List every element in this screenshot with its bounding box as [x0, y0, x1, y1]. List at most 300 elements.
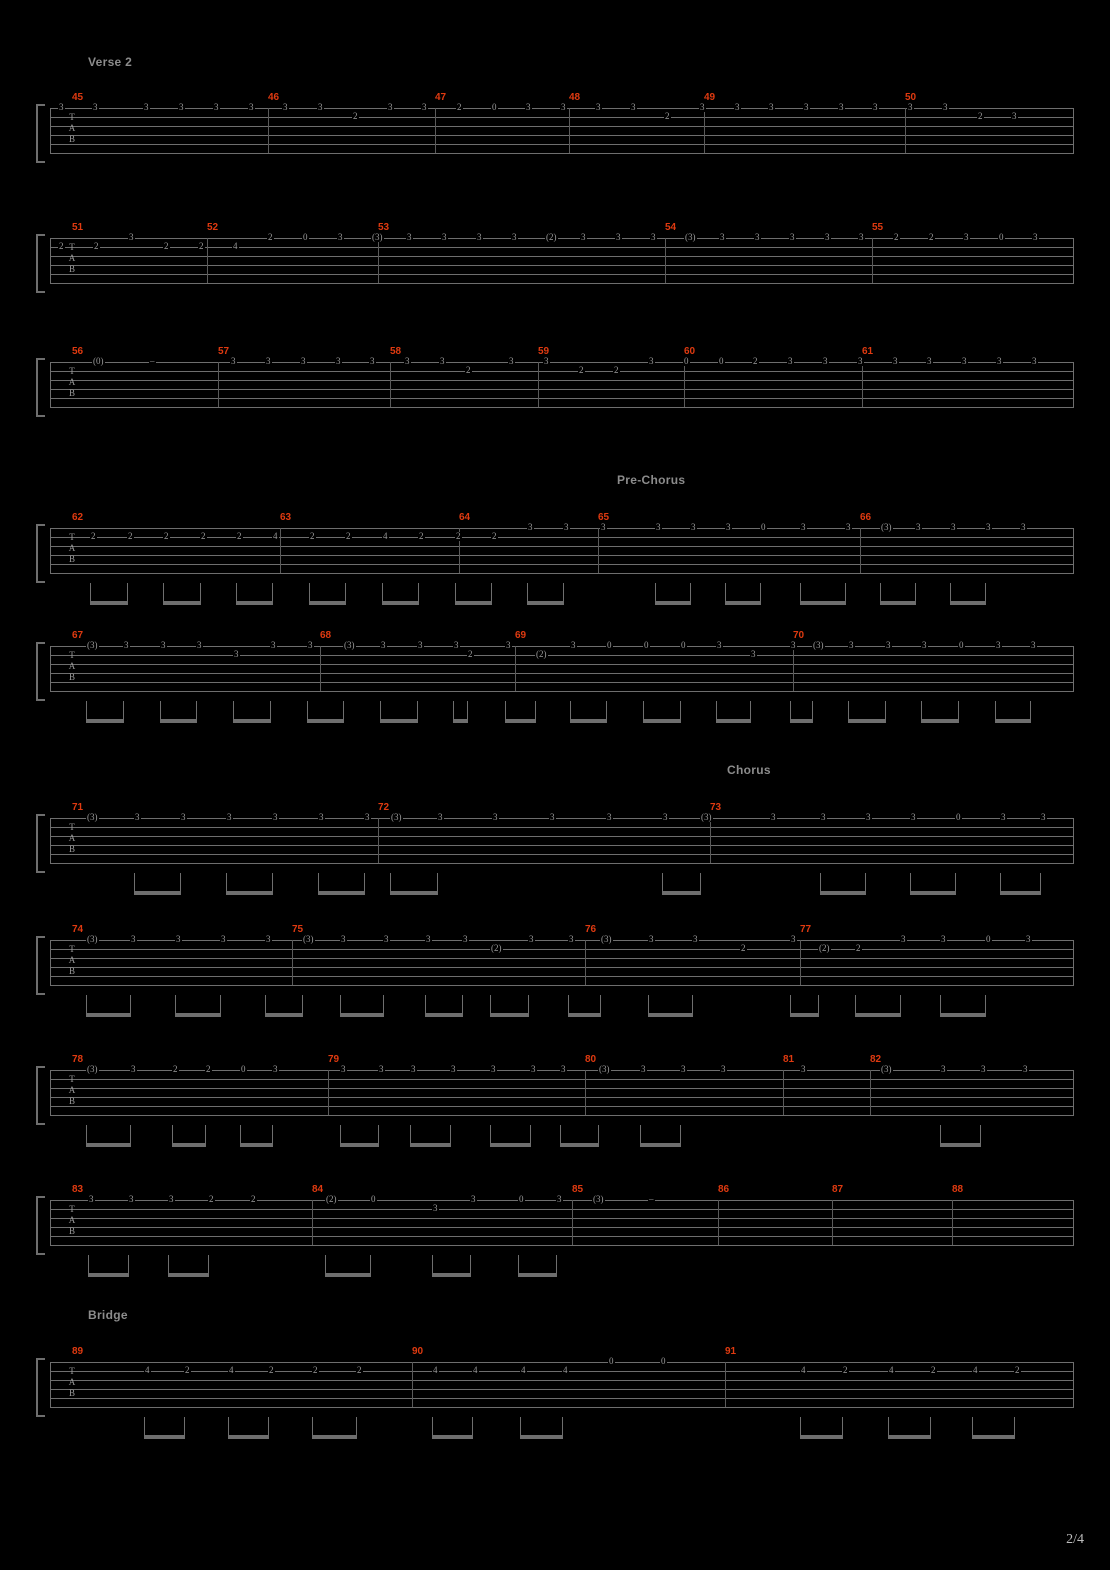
stem	[760, 583, 761, 605]
fret-number: 0	[241, 1064, 246, 1074]
stem	[462, 995, 463, 1017]
stem	[570, 701, 571, 723]
beam	[340, 1143, 378, 1147]
stem	[692, 995, 693, 1017]
stem	[240, 1125, 241, 1147]
barline	[665, 238, 666, 283]
stem	[184, 1417, 185, 1439]
fret-number: 2	[457, 102, 462, 112]
fret-number: 3	[529, 934, 534, 944]
measure-number: 55	[872, 222, 884, 233]
fret-number: 3	[93, 102, 98, 112]
barline	[50, 1070, 51, 1115]
fret-number: 3	[1021, 522, 1026, 532]
beam	[380, 719, 417, 723]
fret-number: 3	[641, 1064, 646, 1074]
fret-number: 2	[456, 531, 461, 541]
stem	[972, 1417, 973, 1439]
fret-number: 2	[929, 232, 934, 242]
staff-line	[50, 682, 1074, 683]
fret-number: 2	[268, 232, 273, 242]
fret-number: 2	[492, 531, 497, 541]
beam	[453, 719, 467, 723]
fret-number: 4	[145, 1365, 150, 1375]
beam	[570, 719, 606, 723]
stem	[175, 995, 176, 1017]
fret-number: 3	[161, 640, 166, 650]
beam	[643, 719, 680, 723]
staff-line	[50, 655, 1074, 656]
fret-number: 2	[931, 1365, 936, 1375]
barline	[585, 1070, 586, 1115]
fret-number: 0	[684, 356, 689, 366]
measure-number: 71	[72, 802, 84, 813]
fret-number: 2	[346, 531, 351, 541]
measure-number: 74	[72, 924, 84, 935]
fret-number: 4	[521, 1365, 526, 1375]
fret-number: 2	[199, 241, 204, 251]
beam	[490, 1013, 528, 1017]
fret-number: 2	[468, 649, 473, 659]
barline	[50, 1200, 51, 1245]
fret-number: 3	[214, 102, 219, 112]
beam	[233, 719, 270, 723]
stem	[437, 873, 438, 895]
stem	[205, 1125, 206, 1147]
stem	[490, 1125, 491, 1147]
measure-number: 80	[585, 1054, 597, 1065]
fret-number: 3	[755, 232, 760, 242]
measure-number: 49	[704, 92, 716, 103]
stem	[855, 995, 856, 1017]
barline	[704, 108, 705, 153]
fret-number: 2	[753, 356, 758, 366]
system-bracket	[36, 104, 45, 163]
fret-number: 2	[185, 1365, 190, 1375]
staff	[50, 356, 1074, 407]
stem	[1014, 1417, 1015, 1439]
stem	[340, 995, 341, 1017]
fret-number: 4	[383, 531, 388, 541]
staff-line	[50, 673, 1074, 674]
fret-number: 3	[491, 1064, 496, 1074]
staff-line	[50, 1218, 1074, 1219]
staff-line	[50, 1106, 1074, 1107]
fret-number: 3	[463, 934, 468, 944]
section-label-verse-2: Verse 2	[88, 55, 133, 69]
staff-line	[50, 546, 1074, 547]
stem	[800, 1417, 801, 1439]
staff-line	[50, 845, 1074, 846]
stem	[418, 583, 419, 605]
beam	[307, 719, 343, 723]
beam	[382, 601, 418, 605]
fret-number: 3	[825, 232, 830, 242]
fret-number: 3	[365, 812, 370, 822]
beam	[265, 1013, 302, 1017]
stem	[655, 583, 656, 605]
measure-number: 78	[72, 1054, 84, 1065]
measure-number: 90	[412, 1346, 424, 1357]
measure-number: 61	[862, 346, 874, 357]
stem	[640, 1125, 641, 1147]
stem	[845, 583, 846, 605]
stem	[940, 1125, 941, 1147]
fret-number: 3	[986, 522, 991, 532]
stem	[690, 583, 691, 605]
fret-number: 3	[569, 934, 574, 944]
fret-number: 2	[173, 1064, 178, 1074]
beam	[432, 1435, 472, 1439]
fret-number: 2	[894, 232, 899, 242]
staff	[50, 522, 1074, 573]
stem	[530, 1125, 531, 1147]
fret-number: 2	[614, 365, 619, 375]
beam	[1000, 891, 1040, 895]
beam	[655, 601, 690, 605]
stem	[455, 583, 456, 605]
stem	[356, 1417, 357, 1439]
fret-number: 3	[771, 812, 776, 822]
stem	[921, 701, 922, 723]
fret-number: 2	[313, 1365, 318, 1375]
fret-number: 3	[1026, 934, 1031, 944]
staff	[50, 934, 1074, 985]
stem	[160, 701, 161, 723]
fret-number: (3)	[599, 1064, 610, 1074]
fret-number: 3	[384, 934, 389, 944]
staff-line	[50, 940, 1074, 941]
staff-line	[50, 1097, 1074, 1098]
stem	[432, 1417, 433, 1439]
beam	[921, 719, 958, 723]
fret-number: 3	[1032, 356, 1037, 366]
staff-line	[50, 555, 1074, 556]
stem	[318, 873, 319, 895]
stem	[1000, 873, 1001, 895]
fret-number: 3	[477, 232, 482, 242]
stem	[470, 1255, 471, 1277]
fret-number: 3	[873, 102, 878, 112]
stem	[127, 583, 128, 605]
barline	[1073, 238, 1074, 283]
fret-number: 3	[927, 356, 932, 366]
fret-number: 3	[801, 1064, 806, 1074]
fret-number: 3	[693, 934, 698, 944]
fret-number: 3	[550, 812, 555, 822]
barline	[1073, 818, 1074, 863]
stem	[662, 873, 663, 895]
system-bracket	[36, 1196, 45, 1255]
fret-number: 3	[1041, 812, 1046, 822]
stem	[272, 583, 273, 605]
fret-number: 3	[442, 232, 447, 242]
beam	[86, 719, 123, 723]
stem	[750, 701, 751, 723]
fret-number: 3	[997, 356, 1002, 366]
fret-number: 2	[357, 1365, 362, 1375]
fret-number: 2	[466, 365, 471, 375]
fret-number: 3	[804, 102, 809, 112]
beam	[800, 1435, 842, 1439]
staff-line	[50, 664, 1074, 665]
measure-number: 86	[718, 1184, 730, 1195]
measure-number: 84	[312, 1184, 324, 1195]
barline	[50, 818, 51, 863]
fret-number: (3)	[87, 934, 98, 944]
stem	[432, 1255, 433, 1277]
fret-number: 3	[131, 1064, 136, 1074]
fret-number: 4	[973, 1365, 978, 1375]
fret-number: 3	[370, 356, 375, 366]
stem	[880, 583, 881, 605]
beam	[432, 1273, 470, 1277]
fret-number: 3	[791, 934, 796, 944]
staff-line	[50, 126, 1074, 127]
fret-number: 3	[821, 812, 826, 822]
staff-line	[50, 1389, 1074, 1390]
barline	[569, 108, 570, 153]
fret-number: 3	[922, 640, 927, 650]
beam	[88, 1273, 128, 1277]
fret-number: 3	[283, 102, 288, 112]
fret-number: 3	[1012, 111, 1017, 121]
fret-number: 3	[234, 649, 239, 659]
stem	[128, 1255, 129, 1277]
stem	[345, 583, 346, 605]
fret-number: 3	[422, 102, 427, 112]
barline	[832, 1200, 833, 1245]
fret-number: 3	[266, 356, 271, 366]
stem	[144, 1417, 145, 1439]
fret-number: 3	[388, 102, 393, 112]
stem	[800, 583, 801, 605]
staff-line	[50, 1079, 1074, 1080]
stem	[312, 1417, 313, 1439]
fret-number: 3	[418, 640, 423, 650]
beam	[318, 891, 364, 895]
barline	[710, 818, 711, 863]
staff	[50, 1064, 1074, 1115]
fret-number: 0	[956, 812, 961, 822]
fret-number: 3	[769, 102, 774, 112]
system-bracket	[36, 1358, 45, 1417]
stem	[950, 583, 951, 605]
stem	[958, 701, 959, 723]
system-bracket	[36, 814, 45, 873]
measure-number: 70	[793, 630, 805, 641]
stem	[1030, 701, 1031, 723]
fret-number: 3	[271, 640, 276, 650]
fret-number: 3	[493, 812, 498, 822]
measure-number: 69	[515, 630, 527, 641]
measure-number: 62	[72, 512, 84, 523]
barline	[1073, 1200, 1074, 1245]
stem	[888, 1417, 889, 1439]
stem	[725, 583, 726, 605]
stem	[915, 583, 916, 605]
measure-number: 79	[328, 1054, 340, 1065]
stem	[172, 1125, 173, 1147]
beam	[240, 1143, 272, 1147]
fret-number: 3	[1031, 640, 1036, 650]
fret-number: 3	[943, 102, 948, 112]
staff-line	[50, 1115, 1074, 1116]
beam	[86, 1013, 130, 1017]
beam	[880, 601, 915, 605]
stem	[200, 583, 201, 605]
fret-number: 4	[801, 1365, 806, 1375]
fret-number: (3)	[701, 812, 712, 822]
beam	[340, 1013, 383, 1017]
staff-line	[50, 818, 1074, 819]
fret-number: 3	[531, 1064, 536, 1074]
tab-clef: T A B	[68, 650, 76, 682]
stem	[309, 583, 310, 605]
measure-number: 64	[459, 512, 471, 523]
measure-number: 48	[569, 92, 581, 103]
beam	[640, 1143, 680, 1147]
fret-number: 0	[999, 232, 1004, 242]
fret-number: 3	[916, 522, 921, 532]
tab-clef: T A B	[68, 822, 76, 854]
beam	[175, 1013, 220, 1017]
fret-number: 3	[451, 1064, 456, 1074]
staff-line	[50, 144, 1074, 145]
stem	[568, 995, 569, 1017]
stem	[528, 995, 529, 1017]
barline	[538, 362, 539, 407]
tab-clef: T A B	[68, 1366, 76, 1398]
measure-number: 88	[952, 1184, 964, 1195]
fret-number: (3)	[87, 812, 98, 822]
section-label-chorus: Chorus	[727, 763, 771, 777]
fret-number: 3	[720, 232, 725, 242]
staff-line	[50, 976, 1074, 977]
fret-number: 3	[823, 356, 828, 366]
fret-number: 3	[964, 232, 969, 242]
fret-number: 2	[59, 241, 64, 251]
fret-number: 3	[607, 812, 612, 822]
system-bracket	[36, 936, 45, 995]
staff-line	[50, 1407, 1074, 1408]
barline	[1073, 1362, 1074, 1407]
measure-number: 85	[572, 1184, 584, 1195]
staff-line	[50, 1236, 1074, 1237]
staff-line	[50, 283, 1074, 284]
beam	[309, 601, 345, 605]
fret-number: 3	[1033, 232, 1038, 242]
staff-line	[50, 380, 1074, 381]
fret-number: 3	[941, 934, 946, 944]
stem	[606, 701, 607, 723]
beam	[820, 891, 865, 895]
beam	[716, 719, 750, 723]
fret-number: 3	[751, 649, 756, 659]
stem	[563, 583, 564, 605]
staff-line	[50, 1362, 1074, 1363]
stem	[520, 1417, 521, 1439]
barline	[1073, 362, 1074, 407]
fret-number: 3	[649, 356, 654, 366]
stem	[86, 995, 87, 1017]
tab-clef: T A B	[68, 1204, 76, 1236]
barline	[872, 238, 873, 283]
beam	[648, 1013, 692, 1017]
staff-line	[50, 1380, 1074, 1381]
fret-number: 3	[735, 102, 740, 112]
fret-number: 3	[144, 102, 149, 112]
stem	[382, 583, 383, 605]
beam	[662, 891, 700, 895]
stem	[130, 1125, 131, 1147]
measure-number: 46	[268, 92, 280, 103]
measure-number: 54	[665, 222, 677, 233]
fret-number: 2	[741, 943, 746, 953]
fret-number: 3	[454, 640, 459, 650]
stem	[955, 873, 956, 895]
stem	[307, 701, 308, 723]
barline	[292, 940, 293, 985]
stem	[700, 873, 701, 895]
tab-clef: T A B	[68, 366, 76, 398]
staff	[50, 102, 1074, 153]
stem	[180, 873, 181, 895]
section-label-bridge: Bridge	[88, 1308, 128, 1322]
barline	[320, 646, 321, 691]
fret-number: 3	[561, 102, 566, 112]
measure-number: 47	[435, 92, 447, 103]
beam	[527, 601, 563, 605]
fret-number: 3	[509, 356, 514, 366]
staff-line	[50, 238, 1074, 239]
fret-number: 3	[571, 640, 576, 650]
stem	[535, 701, 536, 723]
fret-number: 3	[89, 1194, 94, 1204]
staff-line	[50, 256, 1074, 257]
fret-number: (3)	[593, 1194, 604, 1204]
fret-number: 4	[433, 1365, 438, 1375]
fret-number: 2	[94, 241, 99, 251]
measure-number: 63	[280, 512, 292, 523]
fret-number: 4	[233, 241, 238, 251]
beam	[325, 1273, 370, 1277]
stem	[88, 1255, 89, 1277]
barline	[50, 362, 51, 407]
fret-number: 3	[308, 640, 313, 650]
beam	[888, 1435, 930, 1439]
staff-line	[50, 564, 1074, 565]
stem	[390, 873, 391, 895]
fret-number: 4	[563, 1365, 568, 1375]
fret-number: 3	[656, 522, 661, 532]
fret-number: 2	[1015, 1365, 1020, 1375]
measure-number: 68	[320, 630, 332, 641]
fret-number: 3	[129, 1194, 134, 1204]
fret-number: 0	[303, 232, 308, 242]
beam	[518, 1273, 556, 1277]
barline	[793, 646, 794, 691]
stem	[560, 1125, 561, 1147]
stem	[168, 1255, 169, 1277]
fret-number: –	[649, 1194, 654, 1204]
stem	[848, 701, 849, 723]
tab-clef: T A B	[68, 1074, 76, 1106]
barline	[860, 528, 861, 573]
beam	[940, 1143, 980, 1147]
fret-number: 3	[379, 1064, 384, 1074]
fret-number: 3	[859, 232, 864, 242]
